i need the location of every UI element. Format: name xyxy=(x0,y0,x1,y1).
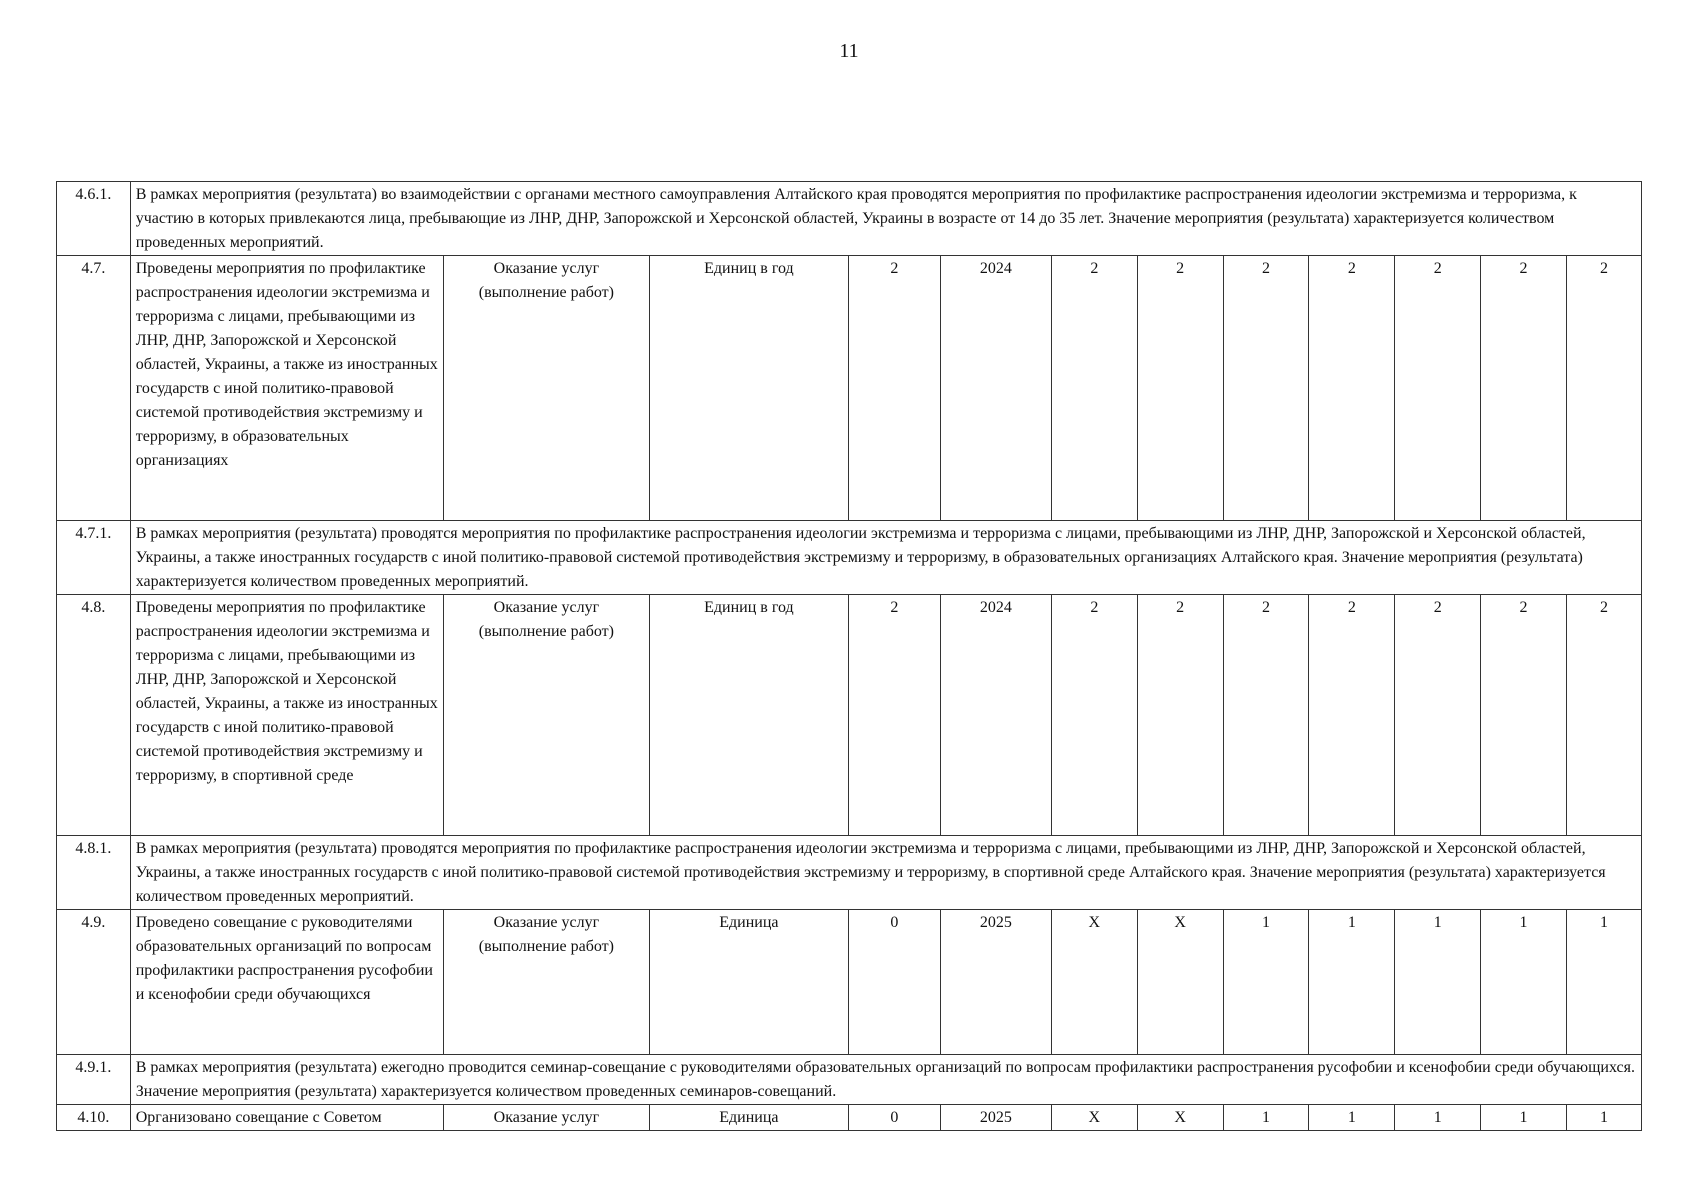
year-value: X xyxy=(1137,910,1223,1055)
base-value: 0 xyxy=(848,910,940,1055)
row-description: В рамках мероприятия (результата) во взаимодействии с органами местного самоуправления Алтайского края проводятся мероприятия по профилактике распространения идеологии экстремизма и терроризма, к участию в которых привлекаются лица, пребывающие из ЛНР, ДНР, Запорожской и Херсонской областей, Украины в возрасте от 14 до 35 лет. Значение мероприятия (результата) характеризуется количеством проведенных мероприятий. xyxy=(130,182,1641,256)
year-value: 2 xyxy=(1223,595,1309,836)
row-number: 4.8.1. xyxy=(57,836,131,910)
row-description: В рамках мероприятия (результата) проводятся мероприятия по профилактике распространения идеологии экстремизма и терроризма с лицами, пребывающими из ЛНР, ДНР, Запорожской и Херсонской областей, Украины, а также иностранных государств с иной политико-правовой системой противодействия экстремизму и терроризму, в образовательных организациях Алтайского края. Значение мероприятия (результата) характеризуется количеством проведенных мероприятий. xyxy=(130,521,1641,595)
year-value: 2 xyxy=(1395,256,1481,521)
year-value: X xyxy=(1137,1105,1223,1131)
row-number: 4.9. xyxy=(57,910,131,1055)
row-description: В рамках мероприятия (результата) проводятся мероприятия по профилактике распространения идеологии экстремизма и терроризма с лицами, пребывающими из ЛНР, ДНР, Запорожской и Херсонской областей, Украины, а также иностранных государств с иной политико-правовой системой противодействия экстремизму и терроризму, в спортивной среде Алтайского края. Значение мероприятия (результата) характеризуется количеством проведенных мероприятий. xyxy=(130,836,1641,910)
table-row xyxy=(57,595,1642,836)
year-value: X xyxy=(1051,1105,1137,1131)
year-value: 1 xyxy=(1481,1105,1567,1131)
base-year: 2024 xyxy=(940,256,1051,521)
row-number: 4.7.1. xyxy=(57,521,131,595)
year-value: 1 xyxy=(1309,1105,1395,1131)
row-description: В рамках мероприятия (результата) ежегодно проводится семинар-совещание с руководителями образовательных организаций по вопросам профилактики распространения русофобии и ксенофобии среди обучающихся. Значение мероприятия (результата) характеризуется количеством проведенных семинаров-совещаний. xyxy=(130,1055,1641,1105)
base-year: 2025 xyxy=(940,1105,1051,1131)
table-row xyxy=(57,521,1642,595)
table-row xyxy=(57,256,1642,521)
base-value: 2 xyxy=(848,595,940,836)
page-number: 11 xyxy=(839,40,859,62)
result-type: Оказание услуг (выполнение работ) xyxy=(443,910,649,1055)
year-value: 1 xyxy=(1481,910,1567,1055)
table-row xyxy=(57,182,1642,256)
year-value: 1 xyxy=(1566,1105,1641,1131)
row-number: 4.6.1. xyxy=(57,182,131,256)
result-type: Оказание услуг xyxy=(443,1105,649,1131)
year-value: 2 xyxy=(1566,256,1641,521)
result-name: Проведено совещание с руководителями образовательных организаций по вопросам профилактики распространения русофобии и ксенофобии среди обучающихся xyxy=(130,910,443,1055)
year-value: 2 xyxy=(1309,595,1395,836)
table-row xyxy=(57,836,1642,910)
row-number: 4.7. xyxy=(57,256,131,521)
unit-of-measure: Единиц в год xyxy=(649,256,848,521)
base-year: 2025 xyxy=(940,910,1051,1055)
year-value: 2 xyxy=(1051,595,1137,836)
year-value: 2 xyxy=(1309,256,1395,521)
result-name: Организовано совещание с Советом xyxy=(130,1105,443,1131)
base-value: 0 xyxy=(848,1105,940,1131)
year-value: 1 xyxy=(1395,910,1481,1055)
result-type: Оказание услуг (выполнение работ) xyxy=(443,256,649,521)
result-name: Проведены мероприятия по профилактике распространения идеологии экстремизма и терроризма с лицами, пребывающими из ЛНР, ДНР, Запорожской и Херсонской областей, Украины, а также из иностранных государств с иной политико-правовой системой противодействия экстремизму и терроризму, в спортивной среде xyxy=(130,595,443,836)
table-row xyxy=(57,910,1642,1055)
base-year: 2024 xyxy=(940,595,1051,836)
year-value: 1 xyxy=(1223,1105,1309,1131)
table-row xyxy=(57,1055,1642,1105)
year-value: 2 xyxy=(1051,256,1137,521)
result-name: Проведены мероприятия по профилактике распространения идеологии экстремизма и терроризма с лицами, пребывающими из ЛНР, ДНР, Запорожской и Херсонской областей, Украины, а также из иностранных государств с иной политико-правовой системой противодействия экстремизму и терроризму, в образовательных организациях xyxy=(130,256,443,521)
year-value: 2 xyxy=(1395,595,1481,836)
year-value: 2 xyxy=(1137,256,1223,521)
unit-of-measure: Единица xyxy=(649,1105,848,1131)
unit-of-measure: Единиц в год xyxy=(649,595,848,836)
year-value: 1 xyxy=(1223,910,1309,1055)
year-value: 2 xyxy=(1223,256,1309,521)
year-value: 1 xyxy=(1309,910,1395,1055)
year-value: 2 xyxy=(1566,595,1641,836)
row-number: 4.9.1. xyxy=(57,1055,131,1105)
row-number: 4.8. xyxy=(57,595,131,836)
base-value: 2 xyxy=(848,256,940,521)
year-value: 2 xyxy=(1481,595,1567,836)
year-value: 2 xyxy=(1481,256,1567,521)
row-number: 4.10. xyxy=(57,1105,131,1131)
result-type: Оказание услуг (выполнение работ) xyxy=(443,595,649,836)
unit-of-measure: Единица xyxy=(649,910,848,1055)
year-value: 1 xyxy=(1395,1105,1481,1131)
year-value: X xyxy=(1051,910,1137,1055)
table-row xyxy=(57,1105,1642,1131)
year-value: 2 xyxy=(1137,595,1223,836)
results-table xyxy=(56,181,1642,1131)
year-value: 1 xyxy=(1566,910,1641,1055)
